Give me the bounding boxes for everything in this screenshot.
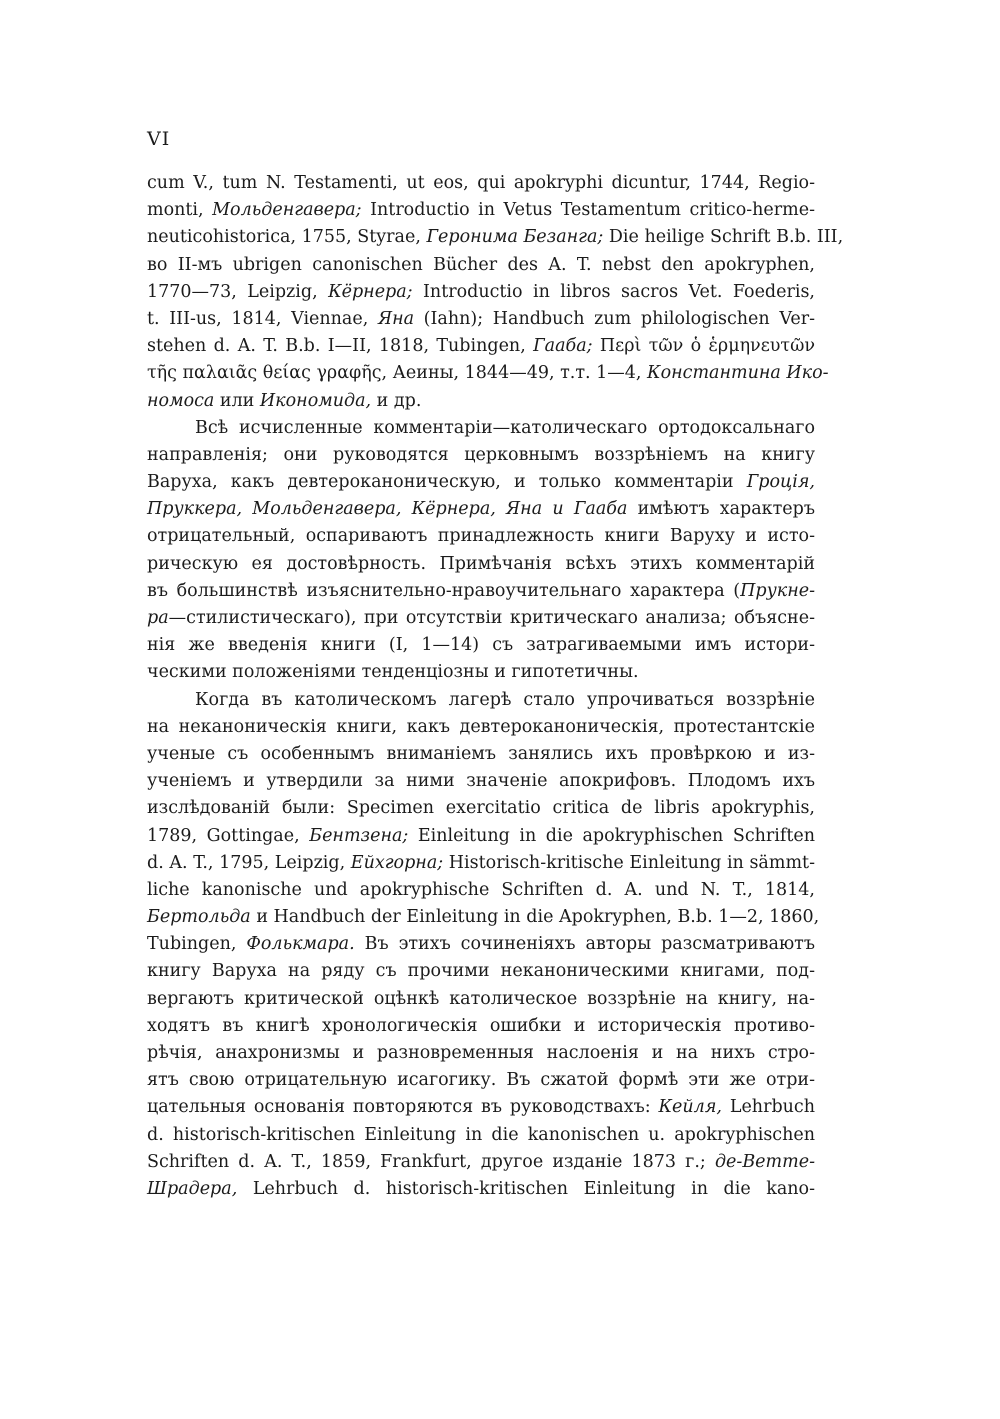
text-segment: рическую ея достовѣрность. Примѣчанія всѣхъ этихъ комментарій bbox=[147, 553, 815, 574]
text-line bbox=[147, 252, 815, 279]
text-line bbox=[147, 1176, 815, 1203]
italic-name: ра bbox=[147, 608, 169, 628]
text-line bbox=[147, 1122, 815, 1149]
text-segment: d. A. T., 1795, Leipzig, bbox=[147, 852, 351, 873]
text-line bbox=[147, 1040, 815, 1067]
text-line bbox=[147, 523, 815, 550]
text-line bbox=[147, 714, 815, 741]
text-line bbox=[147, 496, 815, 523]
text-segment: Когда въ католическомъ лагерѣ стало упрочиваться воззрѣніе bbox=[195, 689, 815, 710]
text-segment: имѣютъ характеръ bbox=[627, 499, 815, 520]
page-number: VI bbox=[147, 128, 171, 150]
text-segment: —стилистическаго), при отсутствіи критическаго анализа; объясне- bbox=[168, 608, 815, 628]
text-segment: Einleitung in die apokryphischen Schriften bbox=[408, 825, 815, 846]
text-line bbox=[147, 197, 815, 224]
text-line bbox=[147, 823, 815, 850]
italic-name: Константина Ико- bbox=[647, 363, 829, 384]
text-segment: книгу Варуха на ряду съ прочими неканоническими книгами, под- bbox=[147, 961, 815, 982]
italic-name: Геронима Безанга; bbox=[426, 227, 604, 248]
text-segment: monti, bbox=[147, 200, 213, 221]
text-line bbox=[147, 741, 815, 768]
text-line bbox=[147, 795, 815, 822]
text-segment: ученые съ особеннымъ вниманіемъ занялись ихъ провѣркою и из- bbox=[147, 743, 815, 764]
text-segment: отрицательный, оспариваютъ принадлежность книги Варуху и исто- bbox=[147, 526, 815, 547]
text-segment: Schriften d. A. T., 1859, Frankfurt, другое изданіе 1873 г.; bbox=[147, 1151, 715, 1172]
text-segment: Die heilige Schrift B.b. III, bbox=[603, 227, 844, 248]
text-line bbox=[147, 877, 815, 904]
text-line bbox=[147, 388, 815, 415]
text-line bbox=[147, 958, 815, 985]
text-line bbox=[147, 931, 815, 958]
text-line bbox=[147, 1067, 815, 1094]
italic-name: Яна bbox=[377, 308, 415, 329]
text-line bbox=[147, 850, 815, 877]
text-segment: во II-мъ ubrigen canonischen Bücher des A. T. nebst den apokryphen, bbox=[147, 254, 815, 275]
text-segment: рѣчія, анахронизмы и разновременныя наслоенія и на нихъ стро- bbox=[147, 1043, 815, 1063]
text-segment: cum V., tum N. Testamenti, ut eos, qui apokryphi dicuntur, 1744, Regio- bbox=[147, 173, 815, 193]
italic-name: Мольденгавера; bbox=[212, 200, 362, 221]
text-line bbox=[147, 306, 815, 333]
text-line bbox=[147, 442, 815, 469]
text-segment: Lehrbuch bbox=[721, 1097, 815, 1118]
text-segment: (Iahn); Handbuch zum philologischen Ver- bbox=[414, 308, 815, 329]
text-line bbox=[147, 360, 829, 387]
text-segment: 1789, Gottingae, bbox=[147, 825, 310, 846]
text-segment: направленія; они руководятся церковнымъ воззрѣніемъ на книгу bbox=[147, 444, 815, 465]
text-segment: stehen d. A. T. B.b. I—II, 1818, Tubingen, bbox=[147, 336, 534, 357]
text-line bbox=[147, 768, 815, 795]
text-segment: τῆς παλαιᾶς θείας γραφῆς, Аеины, 1844—49, т.т. 1—4, bbox=[147, 363, 648, 384]
italic-name: Кёрнера; bbox=[328, 281, 413, 302]
text-segment: Historisch-kritische Einleitung in sämmt- bbox=[443, 852, 815, 873]
italic-name: Кейля, bbox=[658, 1097, 722, 1118]
text-line bbox=[147, 279, 815, 306]
italic-name: Икономида, bbox=[259, 390, 372, 411]
text-line bbox=[147, 605, 815, 632]
text-segment: 1770—73, Leipzig, bbox=[147, 281, 329, 302]
text-segment: ятъ свою отрицательную исагогику. Въ сжатой формѣ эти же отри- bbox=[147, 1070, 815, 1091]
text-line bbox=[147, 469, 815, 496]
italic-name: де-Ветте- bbox=[714, 1151, 815, 1172]
text-segment: Introductio in libros sacros Vet. Foederis, bbox=[412, 281, 815, 302]
text-line bbox=[147, 1013, 815, 1040]
text-line bbox=[147, 551, 815, 578]
text-line bbox=[147, 659, 815, 686]
text-line bbox=[147, 415, 815, 442]
body-text bbox=[147, 170, 844, 1203]
text-segment: neuticohistorica, 1755, Styrae, bbox=[147, 227, 427, 248]
text-line bbox=[147, 904, 820, 931]
text-line bbox=[147, 170, 815, 197]
italic-name: Ейхгорна; bbox=[350, 852, 444, 873]
text-segment: въ большинствѣ изъяснительно-нравоучительнаго характера ( bbox=[147, 580, 741, 601]
text-segment: Въ этихъ сочиненіяхъ авторы разсматриваютъ bbox=[354, 934, 815, 955]
text-segment: цательныя основанія повторяются въ руководствахъ: bbox=[147, 1097, 659, 1118]
italic-name: номоса bbox=[147, 390, 215, 411]
text-line bbox=[147, 578, 815, 605]
italic-name: Гроція, bbox=[746, 472, 815, 493]
text-line bbox=[147, 632, 815, 659]
text-segment: Всѣ исчисленные комментаріи—католическаго ортодоксальнаго bbox=[195, 417, 815, 438]
text-segment: d. historisch-kritischen Einleitung in die kanonischen u. apokryphischen bbox=[147, 1124, 815, 1145]
text-segment: и др. bbox=[371, 390, 422, 411]
text-line bbox=[147, 986, 815, 1013]
text-segment: Tubingen, bbox=[147, 934, 247, 955]
italic-name: Бентзена; bbox=[309, 825, 409, 846]
text-segment: нія же введенія книги (I, 1—14) съ затрагиваемыми имъ истори- bbox=[147, 635, 815, 656]
text-line bbox=[147, 333, 815, 360]
italic-name: Гааба; bbox=[533, 336, 593, 357]
text-segment: Περὶ τῶν ὁ ἑρμηνευτῶν bbox=[592, 336, 815, 357]
text-segment: ученіемъ и утвердили за ними значеніе апокрифовъ. Плодомъ ихъ bbox=[147, 771, 815, 792]
text-segment: ческими положеніями тенденціозны и гипотетичны. bbox=[147, 662, 639, 683]
text-segment: и Handbuch der Einleitung in die Apokryphen, B.b. 1—2, 1860, bbox=[250, 907, 820, 928]
italic-name: Шрадера, bbox=[147, 1178, 238, 1199]
text-segment: liche kanonische und apokryphische Schriften d. A. und N. T., 1814, bbox=[147, 879, 815, 900]
text-segment: Introductio in Vetus Testamentum critico-herme- bbox=[361, 200, 816, 221]
text-line bbox=[147, 224, 844, 251]
text-segment: на неканоническія книги, какъ девтероканоническія, протестантскіе bbox=[147, 716, 815, 737]
text-segment: вергаютъ критической оцѣнкѣ католическое воззрѣніе на книгу, на- bbox=[147, 988, 815, 1009]
italic-name: Бертольда bbox=[147, 907, 251, 928]
text-segment: ходятъ въ книгѣ хронологическія ошибки и историческія противо- bbox=[147, 1015, 815, 1036]
text-line bbox=[147, 1094, 815, 1121]
text-line bbox=[147, 1149, 815, 1176]
text-segment: t. III-us, 1814, Viennae, bbox=[147, 308, 378, 329]
italic-name: Фолькмара. bbox=[246, 934, 355, 955]
text-segment: Lehrbuch d. historisch-kritischen Einleitung in die kano- bbox=[237, 1178, 815, 1199]
text-segment: изслѣдованій были: Specimen exercitatio critica de libris apokryphis, bbox=[147, 798, 815, 819]
italic-name: Пруккера, Мольденгавера, Кёрнера, Яна и Гааба bbox=[147, 499, 628, 520]
text-segment: или bbox=[214, 390, 260, 411]
text-segment: Варуха, какъ девтероканоническую, и только комментаріи bbox=[147, 472, 747, 493]
italic-name: Прукне- bbox=[740, 580, 815, 601]
text-line bbox=[147, 687, 815, 714]
